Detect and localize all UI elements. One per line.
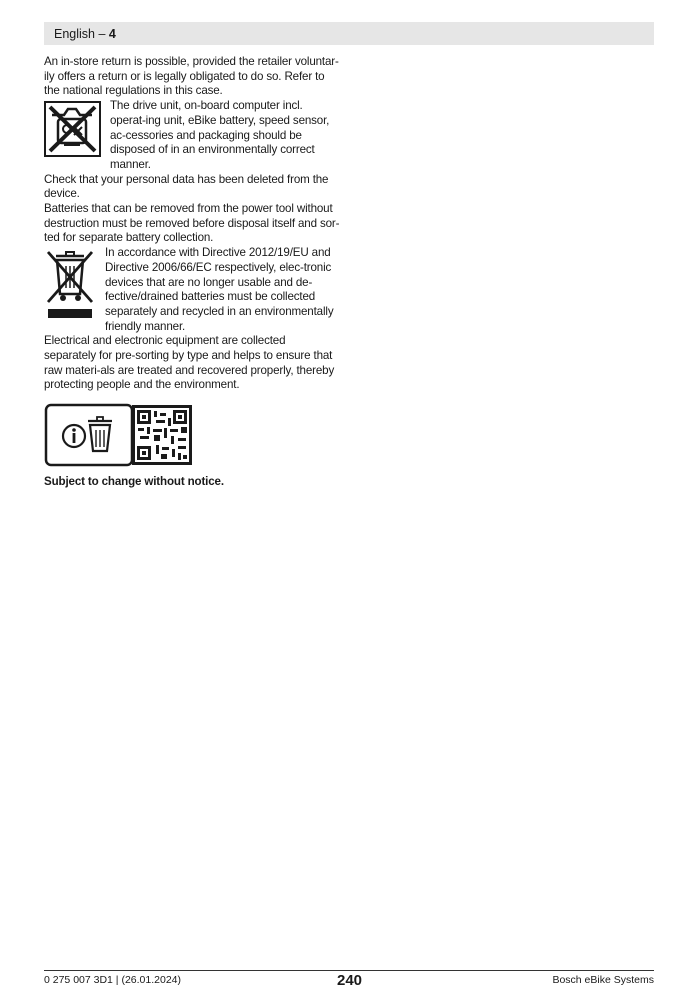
disposal-notice — [44, 99, 340, 173]
paragraph-batteries: Batteries that can be removed from the power tool without destruction must be removed before disposal itself and sor-ted for separate battery collection. — [44, 202, 340, 245]
directive-text: In accordance with Directive 2012/19/EU and Directive 2006/66/EC respectively, elec-tronic devices that are no longer usable and de-fective/drained batteries must be collected separately and recycled in an environmentally friendly manner. — [105, 246, 334, 333]
footer-brand: Bosch eBike Systems — [552, 974, 654, 986]
paragraph-return: An in-store return is possible, provided the retailer voluntar-ily offers a return or is legally obligated to do so. Refer to the national regulations in this case. — [44, 55, 339, 98]
header-language: English — [54, 27, 95, 41]
header-separator: – — [95, 27, 109, 41]
directive-notice — [44, 246, 340, 334]
no-household-waste-icon — [44, 101, 101, 157]
footer-doc-id: 0 275 007 3D1 | (26.01.2024) — [44, 974, 181, 986]
info-qr-block — [44, 403, 194, 467]
disposal-text: The drive unit, on-board computer incl. operat-ing unit, eBike battery, speed sensor, ac-cessories and packaging should be disposed of in an environmentally correct manner. — [110, 99, 330, 171]
main-column — [44, 55, 340, 490]
footer-page-number: 240 — [337, 972, 363, 989]
page-footer — [44, 970, 654, 991]
crossed-out-wheelie-bin-icon — [44, 248, 96, 320]
qr-code — [132, 405, 192, 465]
page-header — [44, 22, 654, 45]
paragraph-personal-data: Check that your personal data has been deleted from the device. — [44, 172, 329, 201]
change-notice: Subject to change without notice. — [44, 475, 224, 489]
header-label — [54, 27, 116, 41]
header-section-number: 4 — [108, 27, 116, 41]
paragraph-electrical: Electrical and electronic equipment are collected separately for pre-sorting by type and helps to ensure that raw materi-als are treated and recovered properly, thereby protecting people and the environment. — [44, 334, 335, 392]
